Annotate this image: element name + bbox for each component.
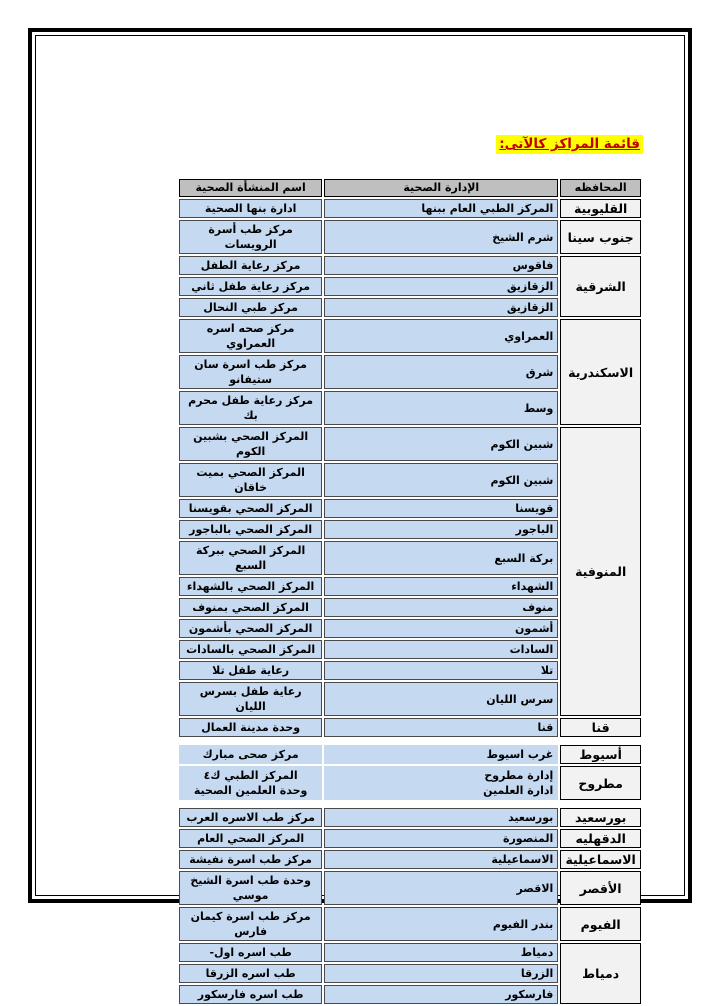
administration-cell: وسط [324, 391, 558, 425]
administration-cell: الشهداء [324, 577, 558, 596]
table-row [179, 745, 641, 764]
administration-cell: منوف [324, 598, 558, 617]
administration-cell: إدارة مطروح ادارة العلمين [324, 766, 558, 800]
facility-cell: مركز طب أسرة الرويسات [179, 220, 322, 254]
group-spacer-cell [179, 802, 641, 806]
administration-cell: قويسنا [324, 499, 558, 518]
table-row [179, 718, 641, 737]
table-row [179, 220, 641, 254]
facility-cell: رعاية طفل تلا [179, 661, 322, 680]
header-administration: الإدارة الصحية [324, 179, 558, 197]
facility-cell: مركز طب اسرة سان ستيفانو [179, 355, 322, 389]
administration-cell: الاسماعيلية [324, 850, 558, 869]
facility-cell: المركز الصحي ببركة السبع [179, 541, 322, 575]
administration-cell: المركز الطبي العام ببنها [324, 199, 558, 218]
facility-cell: رعاية طفل بسرس الليان [179, 682, 322, 716]
administration-cell: الباجور [324, 520, 558, 539]
group-spacer [179, 739, 641, 743]
administration-cell: قنا [324, 718, 558, 737]
administration-cell: الزقازيق [324, 298, 558, 317]
table-row [179, 199, 641, 218]
facility-cell: مركز صحه اسره العمراوي [179, 319, 322, 353]
facility-cell: مركز رعاية طفل ثاني [179, 277, 322, 296]
administration-cell: بورسعيد [324, 808, 558, 827]
table-row [179, 319, 641, 353]
governorate-cell: الاسكندرية [560, 319, 641, 425]
administration-cell: الزقازيق [324, 277, 558, 296]
page-title: قائمة المراكز كالآتى: [496, 135, 643, 154]
administration-cell: غرب اسيوط [324, 745, 558, 764]
table-body [179, 199, 641, 1004]
table-row [179, 850, 641, 869]
centers-table [177, 177, 643, 1006]
facility-cell: المركز الصحي العام [179, 829, 322, 848]
group-spacer-cell [179, 739, 641, 743]
table-row [179, 829, 641, 848]
administration-cell: المنصورة [324, 829, 558, 848]
governorate-cell: القليوبية [560, 199, 641, 218]
governorate-cell: دمياط [560, 943, 641, 1004]
governorate-cell: جنوب سينا [560, 220, 641, 254]
facility-cell: مركز صحى مبارك [179, 745, 322, 764]
facility-cell: مركز طب اسرة كيمان فارس [179, 907, 322, 941]
header-governorate: المحافظه [560, 179, 641, 197]
administration-cell: بركة السبع [324, 541, 558, 575]
administration-cell: فاقوس [324, 256, 558, 275]
administration-cell: السادات [324, 640, 558, 659]
governorate-cell: قنا [560, 718, 641, 737]
header-facility: اسم المنشأة الصحية [179, 179, 322, 197]
facility-cell: المركز الصحي بميت خاقان [179, 463, 322, 497]
facility-cell: المركز الصحي بأشمون [179, 619, 322, 638]
facility-cell: مركز رعاية الطفل [179, 256, 322, 275]
governorate-cell: الفيوم [560, 907, 641, 941]
table-row [179, 943, 641, 962]
facility-cell: المركز الصحي بشبين الكوم [179, 427, 322, 461]
administration-cell: شبين الكوم [324, 463, 558, 497]
administration-cell: العمراوي [324, 319, 558, 353]
administration-cell: أشمون [324, 619, 558, 638]
administration-cell: سرس الليان [324, 682, 558, 716]
administration-cell: الاقصر [324, 871, 558, 905]
facility-cell: المركز الصحي بالسادات [179, 640, 322, 659]
administration-cell: شرم الشيخ [324, 220, 558, 254]
facility-cell: المركز الصحي بالباجور [179, 520, 322, 539]
facility-cell: المركز الصحي بالشهداء [179, 577, 322, 596]
table-row [179, 808, 641, 827]
governorate-cell: الدقهليه [560, 829, 641, 848]
governorate-cell: المنوفية [560, 427, 641, 716]
governorate-cell: الشرقية [560, 256, 641, 317]
facility-cell: مركز طب اسرة نفيشة [179, 850, 322, 869]
table-header-row [179, 179, 641, 197]
administration-cell: تلا [324, 661, 558, 680]
administration-cell: فارسكور [324, 985, 558, 1004]
facility-cell: مركز رعاية طفل محرم بك [179, 391, 322, 425]
administration-cell: شرق [324, 355, 558, 389]
facility-cell: طب اسره فارسكور [179, 985, 322, 1004]
facility-cell: المركز الصحي بمنوف [179, 598, 322, 617]
facility-cell: مركز طبي النحال [179, 298, 322, 317]
governorate-cell: أسيوط [560, 745, 641, 764]
governorate-cell: بورسعيد [560, 808, 641, 827]
facility-cell: وحدة طب اسرة الشيخ موسي [179, 871, 322, 905]
facility-cell: طب اسره اول- [179, 943, 322, 962]
governorate-cell: الأقصر [560, 871, 641, 905]
table-row [179, 907, 641, 941]
table-row [179, 427, 641, 461]
facility-cell: المركز الطبي ك٤ وحدة العلمين الصحية [179, 766, 322, 800]
administration-cell: بندر الفيوم [324, 907, 558, 941]
table-row [179, 871, 641, 905]
administration-cell: شبين الكوم [324, 427, 558, 461]
facility-cell: ادارة بنها الصحية [179, 199, 322, 218]
administration-cell: دمياط [324, 943, 558, 962]
group-spacer [179, 802, 641, 806]
governorate-cell: الاسماعيلية [560, 850, 641, 869]
facility-cell: طب اسره الزرقا [179, 964, 322, 983]
governorate-cell: مطروح [560, 766, 641, 800]
facility-cell: وحدة مدينة العمال [179, 718, 322, 737]
table-row [179, 256, 641, 275]
facility-cell: مركز طب الاسره العرب [179, 808, 322, 827]
facility-cell: المركز الصحي بقويسنا [179, 499, 322, 518]
table-row [179, 766, 641, 800]
administration-cell: الزرقا [324, 964, 558, 983]
